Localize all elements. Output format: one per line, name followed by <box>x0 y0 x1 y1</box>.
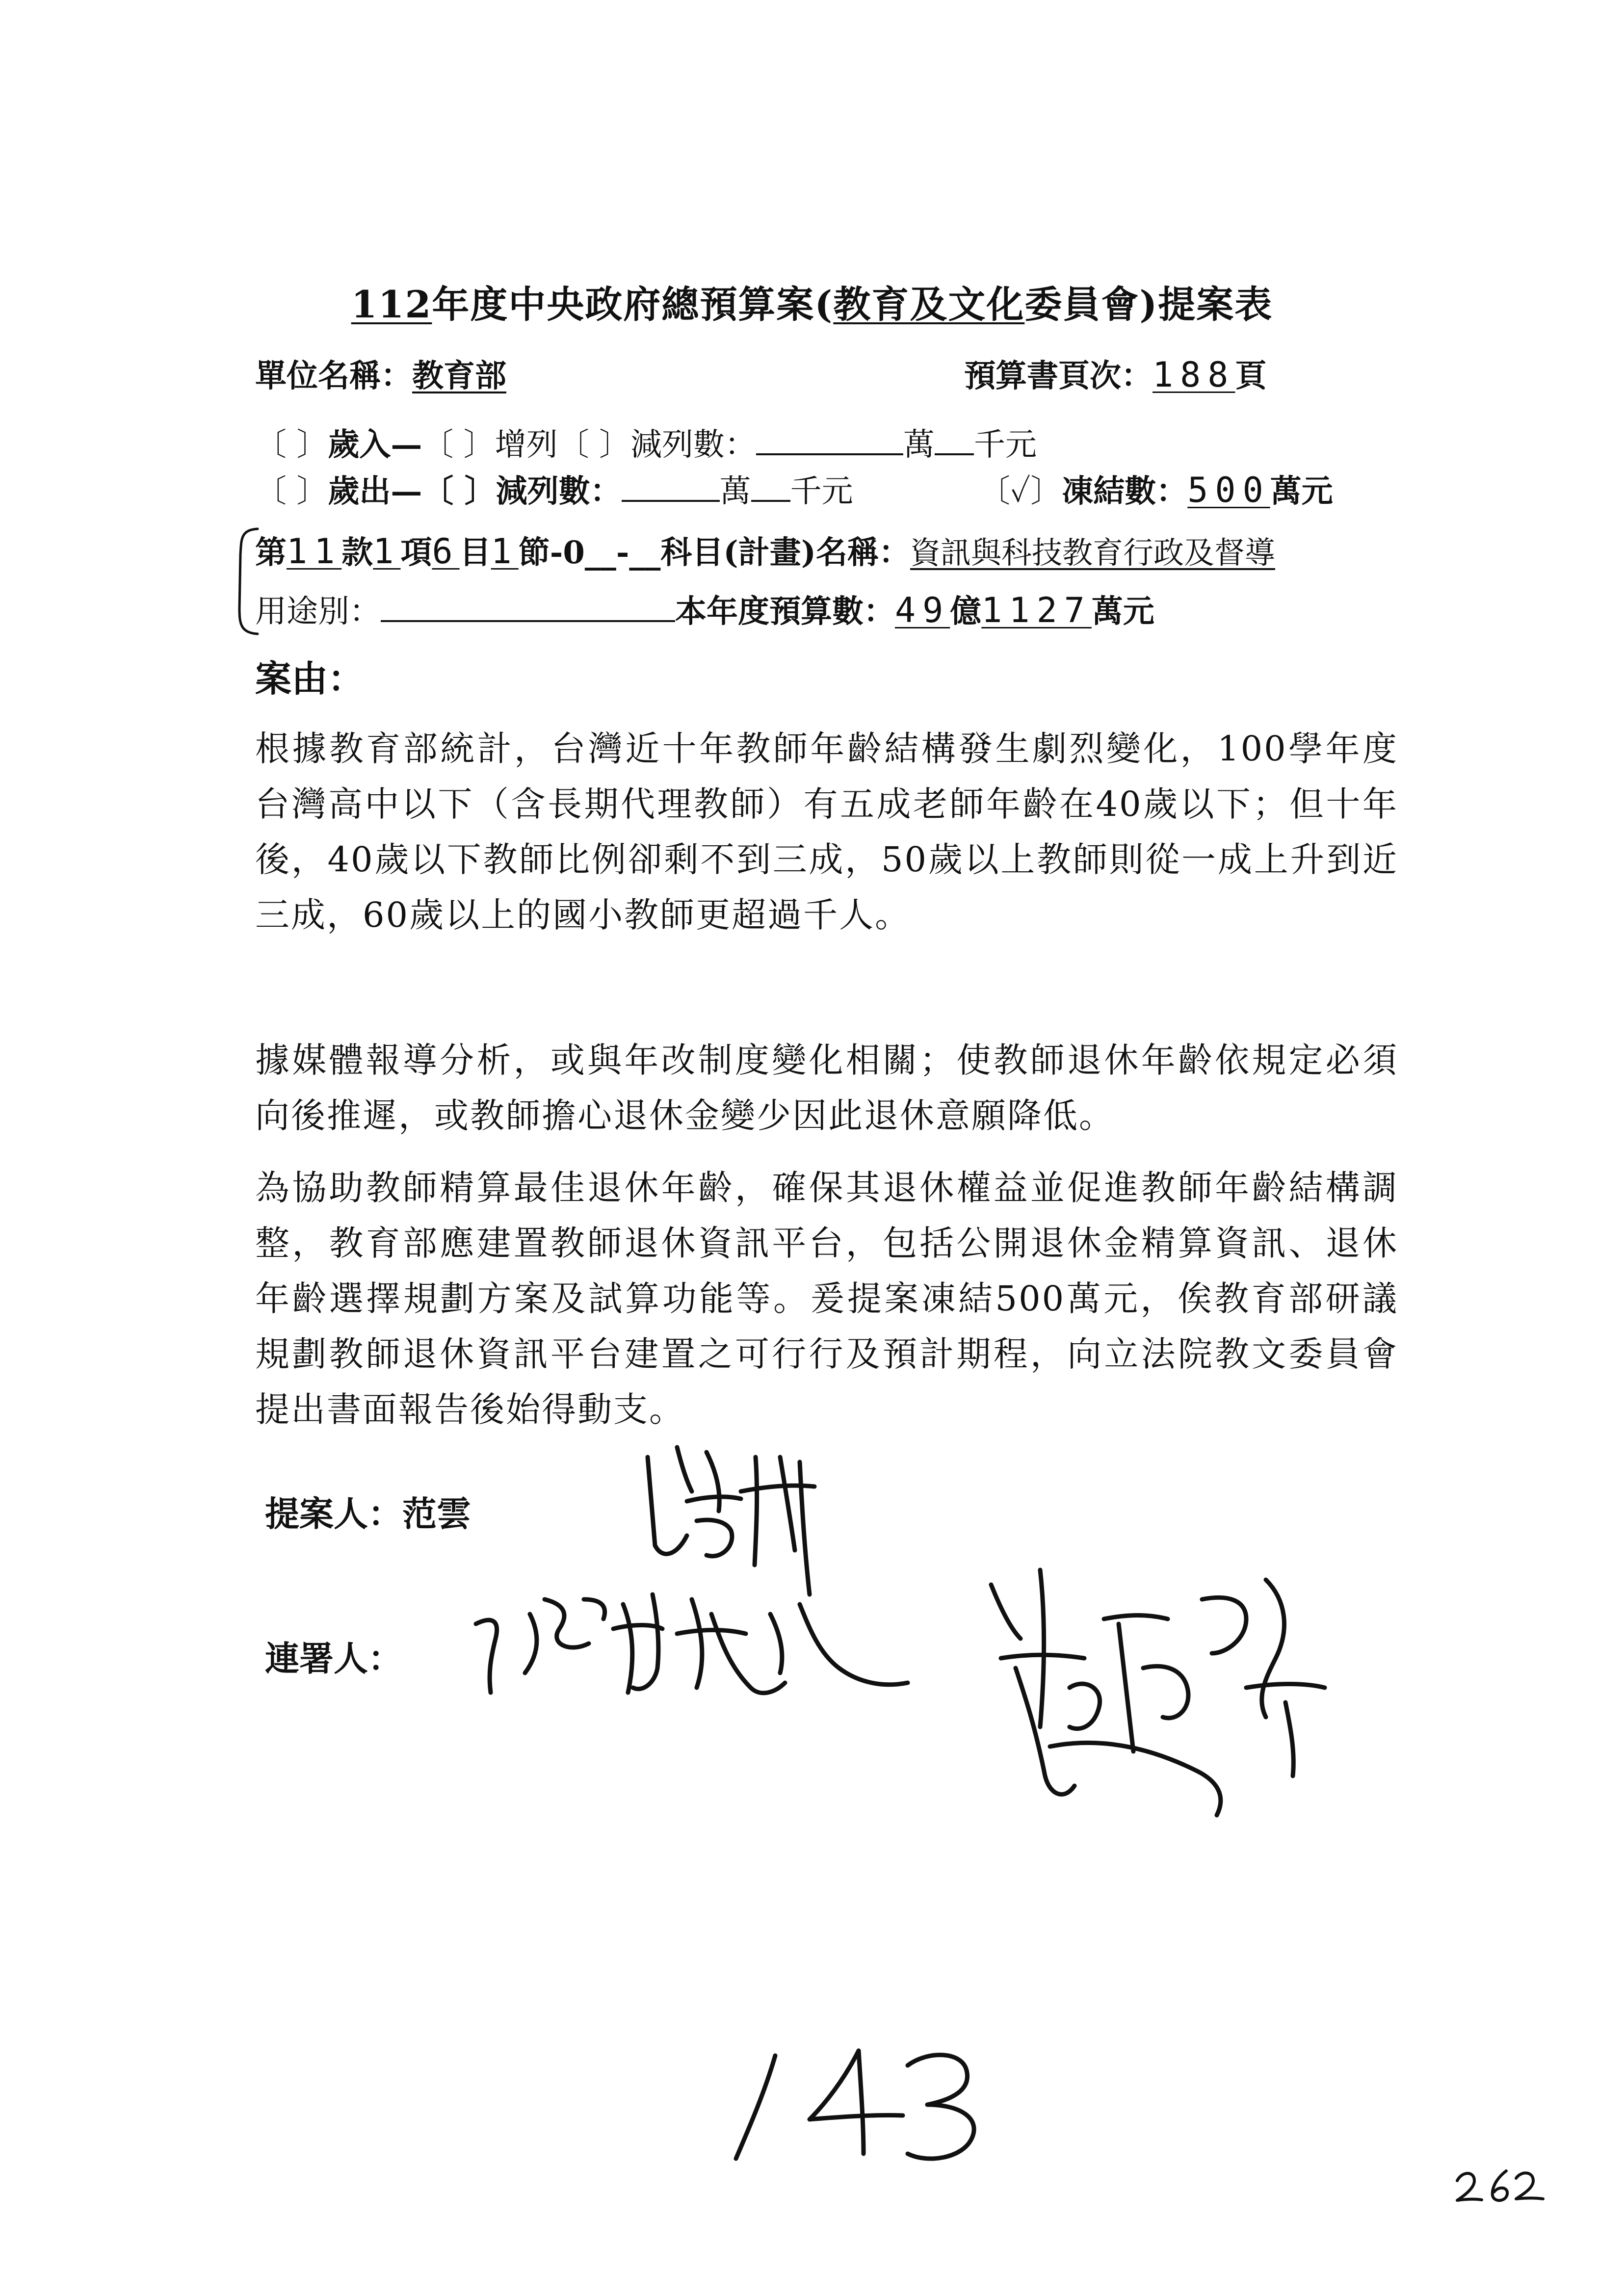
expense-decrease: 〔 〕減列數： <box>422 473 622 510</box>
usage-line <box>255 586 1154 631</box>
revenue-blank-qian <box>935 424 974 455</box>
usage-label: 用途別： <box>255 594 381 630</box>
paragraph-2: 據媒體報導分析，或與年改制度變化相關；使教師退休年齡依規定必須向後推遲，或教師擔心退休金變少因此退休意願降低。 <box>255 1040 1398 1136</box>
title-committee: 教育及文化 <box>833 283 1025 326</box>
freeze-value: 500 <box>1187 470 1270 510</box>
unit-row <box>255 351 506 396</box>
revenue-checkbox: 〔 〕 <box>255 427 328 463</box>
expense-qianyuan: 千元 <box>790 473 853 510</box>
handwritten-page-number-image <box>716 2036 991 2173</box>
cosigner-signature-2-image <box>971 1540 1339 1835</box>
expense-checkbox: 〔 〕 <box>255 473 328 510</box>
subject-kuan-label: 款 <box>341 534 373 571</box>
expense-line <box>255 466 853 511</box>
revenue-decrease: 〔 〕減列數： <box>557 427 757 463</box>
page-value: 188 <box>1153 355 1235 395</box>
proposer-label: 提案人： <box>265 1493 402 1534</box>
title-post: 委員會)提案表 <box>1024 283 1273 326</box>
page-label: 預算書頁次： <box>964 358 1153 394</box>
subject-mu-label: 目 <box>459 534 491 571</box>
title-pre: 年度中央政府總預算案( <box>432 283 834 326</box>
expense-blank-qian <box>751 470 790 502</box>
subject-suffix: -0__-__科目(計畫)名稱： <box>550 534 910 571</box>
paragraph-3: 為協助教師精算最佳退休年齡，確保其退休權益並促進教師年齡結構調整，教育部應建置教師退休資訊平台，包括公開退休金精算資訊、退休年齡選擇規劃方案及試算功能等。爰提案凍結500萬元，俟教育部研議規劃教師退休資訊平台建置之可行行及預計期程，向立法院教文委員會提出書面報告後始得動支。 <box>255 1168 1398 1430</box>
paragraph-1: 根據教育部統計，台灣近十年教師年齡結構發生劇烈變化，100學年度台灣高中以下（含長期代理教師）有五成老師年齡在40歲以下；但十年後，40歲以下教師比例卻剩不到三成，50歲以上教師則從一成上升到近三成，60歲以上的國小教師更超過千人。 <box>255 729 1398 935</box>
expense-blank-wan <box>622 470 720 502</box>
subject-line <box>255 527 1275 573</box>
cosigner-signature-1-image <box>466 1570 947 1747</box>
freeze-group <box>979 466 1333 511</box>
page-ref-row <box>964 351 1266 396</box>
corner-number-image <box>1452 2159 1550 2208</box>
proposer-name: 范雲 <box>402 1493 471 1534</box>
revenue-wan: 萬 <box>903 427 935 463</box>
budget-yi: 49 <box>895 590 950 630</box>
budget-label: 本年度預算數： <box>675 593 895 630</box>
budget-yi-label: 億 <box>950 593 982 630</box>
unit-value: 教育部 <box>412 358 506 394</box>
freeze-checkbox: 〔✓〕 <box>979 473 1062 510</box>
title-year: 112 <box>351 283 432 326</box>
document-title <box>0 275 1624 328</box>
proposer-row <box>265 1487 471 1536</box>
subject-kuan: 11 <box>287 531 342 572</box>
reason-heading: 案由： <box>255 658 364 700</box>
freeze-label: 凍結數： <box>1062 473 1188 510</box>
revenue-label: 歲入— <box>328 426 422 463</box>
freeze-unit: 萬元 <box>1270 473 1333 510</box>
subject-mu: 6 <box>432 531 460 572</box>
page-suffix: 頁 <box>1235 358 1267 394</box>
budget-wan-label: 萬元 <box>1091 593 1154 630</box>
subject-name: 資訊與科技教育行政及督導 <box>910 535 1275 571</box>
subject-jie: 1 <box>491 531 519 572</box>
revenue-blank-wan <box>756 424 903 455</box>
revenue-line <box>255 419 1037 465</box>
unit-label: 單位名稱： <box>255 358 412 394</box>
subject-jie-label: 節 <box>518 534 550 571</box>
revenue-increase: 〔 〕增列 <box>422 427 558 463</box>
revenue-qianyuan: 千元 <box>974 427 1037 463</box>
subject-xiang: 1 <box>373 531 401 572</box>
expense-wan: 萬 <box>719 473 751 510</box>
expense-label: 歲出— <box>328 473 422 510</box>
cosigner-label: 連署人： <box>265 1638 402 1679</box>
usage-blank <box>381 591 675 622</box>
subject-di: 第 <box>255 534 287 571</box>
subject-xiang-label: 項 <box>400 534 432 571</box>
budget-wan: 1127 <box>981 590 1092 630</box>
